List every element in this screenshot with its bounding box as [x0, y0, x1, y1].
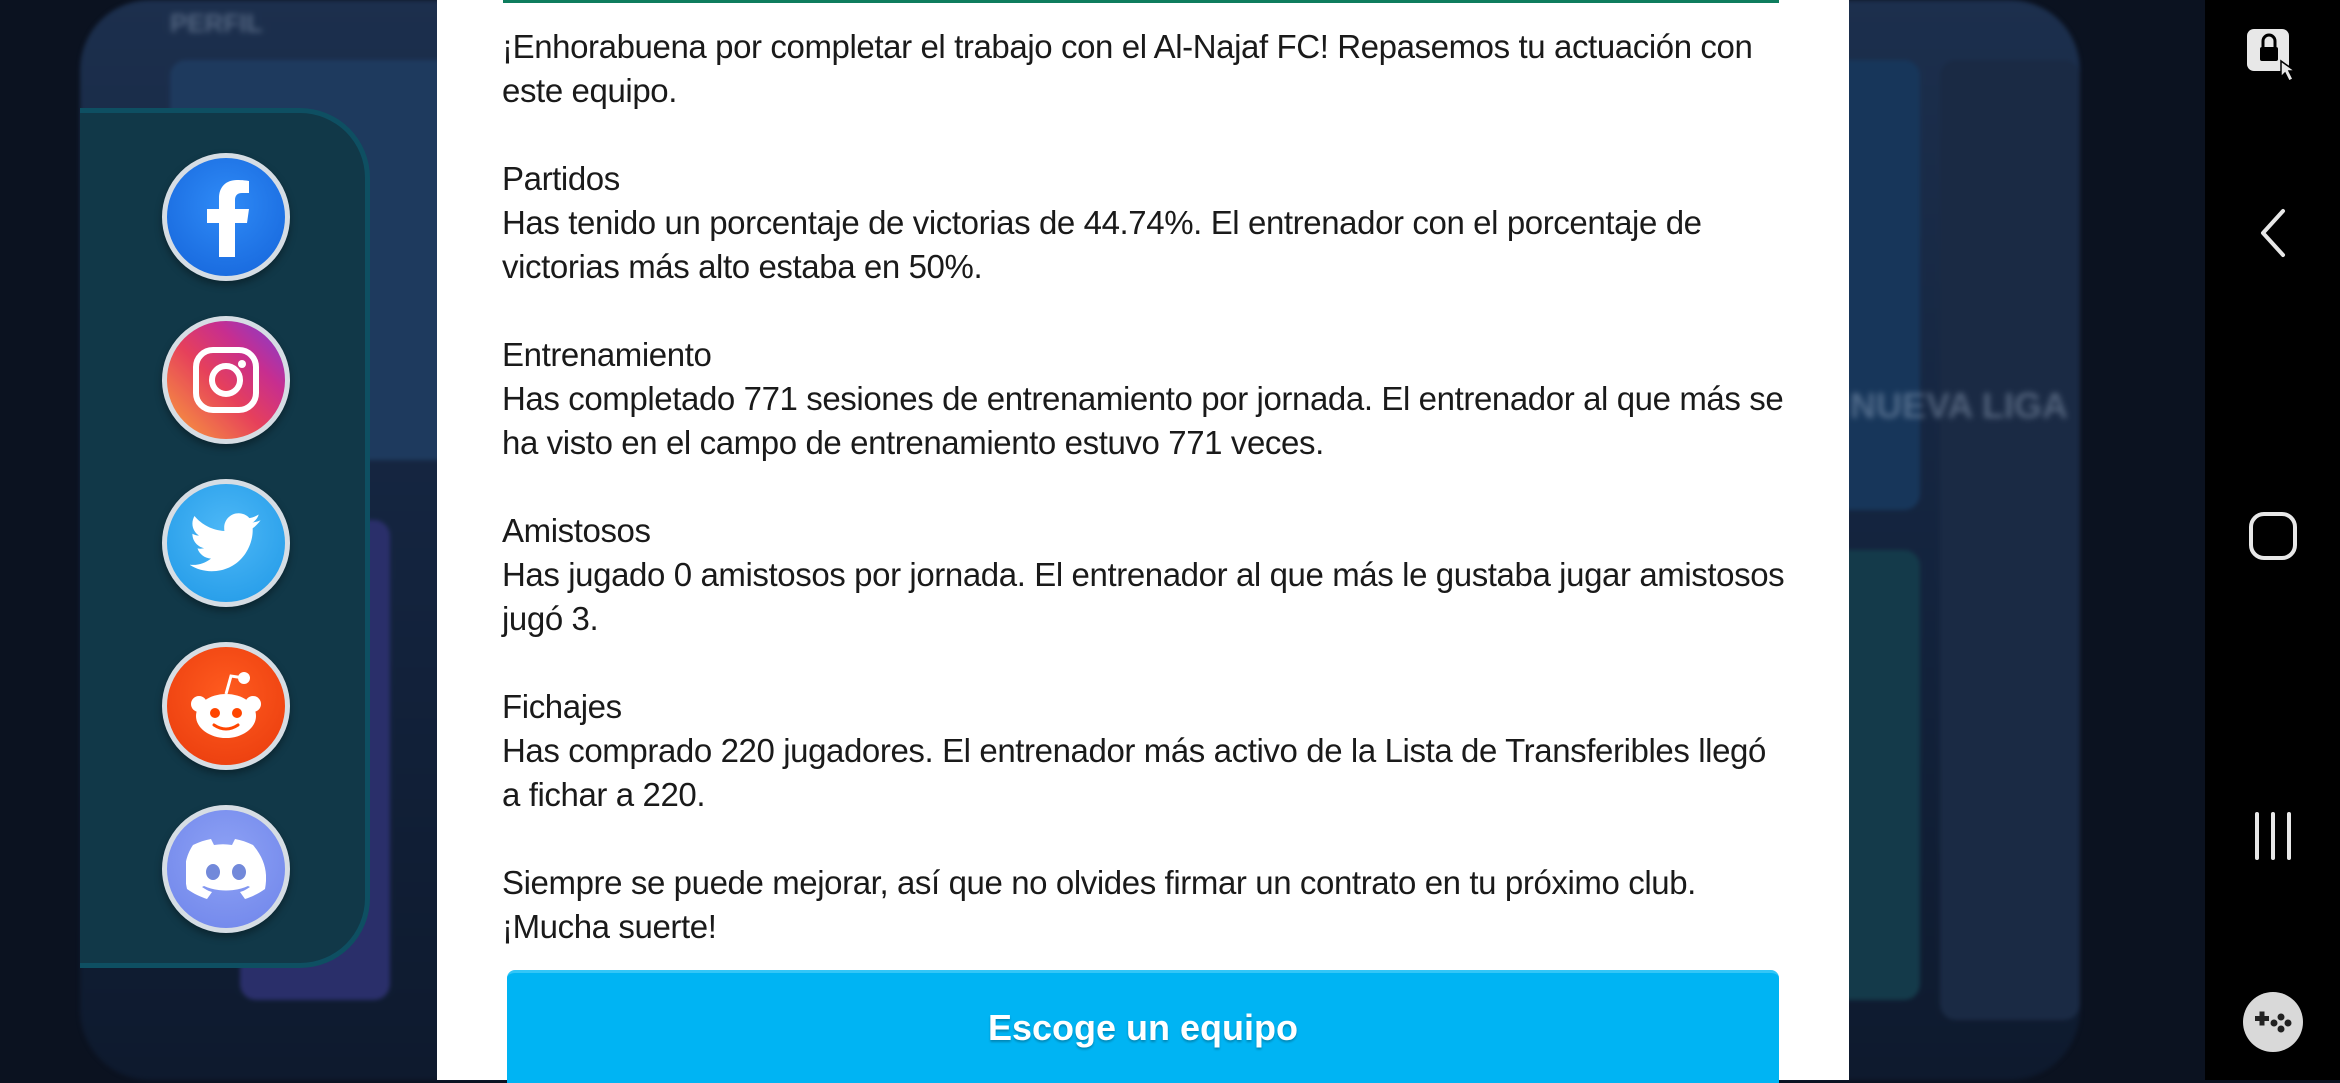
back-icon	[2253, 205, 2293, 261]
discord-button[interactable]	[162, 805, 290, 933]
section-heading: Entrenamiento	[502, 336, 712, 373]
reddit-button[interactable]	[162, 642, 290, 770]
social-share-panel	[80, 108, 370, 968]
section-heading: Fichajes	[502, 688, 622, 725]
game-tools-button[interactable]	[2205, 990, 2340, 1054]
section-body: Has tenido un porcentaje de victorias de 44.74%. El entrenador con el porcentaje de victorias más alto estaba en 50%.	[502, 204, 1702, 285]
career-summary-dialog	[437, 0, 1849, 1080]
background-label: PERFIL	[170, 8, 263, 38]
discord-icon	[186, 839, 266, 899]
facebook-button[interactable]	[162, 153, 290, 281]
closing-text: Siempre se puede mejorar, así que no olvides firmar un contrato en tu próximo club. ¡Mucha suerte!	[502, 864, 1696, 945]
section-heading: Amistosos	[502, 512, 651, 549]
screen-lock-button[interactable]	[2205, 25, 2340, 85]
home-icon	[2247, 510, 2299, 562]
facebook-icon	[191, 177, 261, 257]
home-button[interactable]	[2205, 510, 2340, 562]
section-body: Has completado 771 sesiones de entrenamiento por jornada. El entrenador al que más se ha visto en el campo de entrenamiento estuvo 771 veces.	[502, 380, 1784, 461]
twitter-icon	[190, 513, 262, 573]
game-tools-icon	[2241, 990, 2305, 1054]
dialog-accent-bar	[503, 0, 1779, 3]
choose-team-button[interactable]	[507, 970, 1779, 1083]
instagram-icon	[190, 344, 262, 416]
reddit-icon	[184, 668, 268, 744]
screen-lock-icon	[2243, 25, 2303, 85]
background-card	[1940, 60, 2080, 1020]
system-navigation-bar	[2205, 0, 2340, 1080]
twitter-button[interactable]	[162, 479, 290, 607]
intro-text: ¡Enhorabuena por completar el trabajo con el Al-Najaf FC! Repasemos tu actuación con este equipo.	[502, 28, 1753, 109]
instagram-button[interactable]	[162, 316, 290, 444]
choose-team-button-label: Escoge un equipo	[987, 1007, 1299, 1048]
section-body: Has comprado 220 jugadores. El entrenador más activo de la Lista de Transferibles llegó a fichar a 220.	[502, 732, 1766, 813]
background-label: NUEVA LIGA	[1850, 385, 2069, 426]
recents-icon	[2247, 810, 2299, 862]
recents-button[interactable]	[2205, 810, 2340, 862]
section-body: Has jugado 0 amistosos por jornada. El entrenador al que más le gustaba jugar amistosos jugó 3.	[502, 556, 1785, 637]
section-heading: Partidos	[502, 160, 620, 197]
back-button[interactable]	[2205, 205, 2340, 261]
